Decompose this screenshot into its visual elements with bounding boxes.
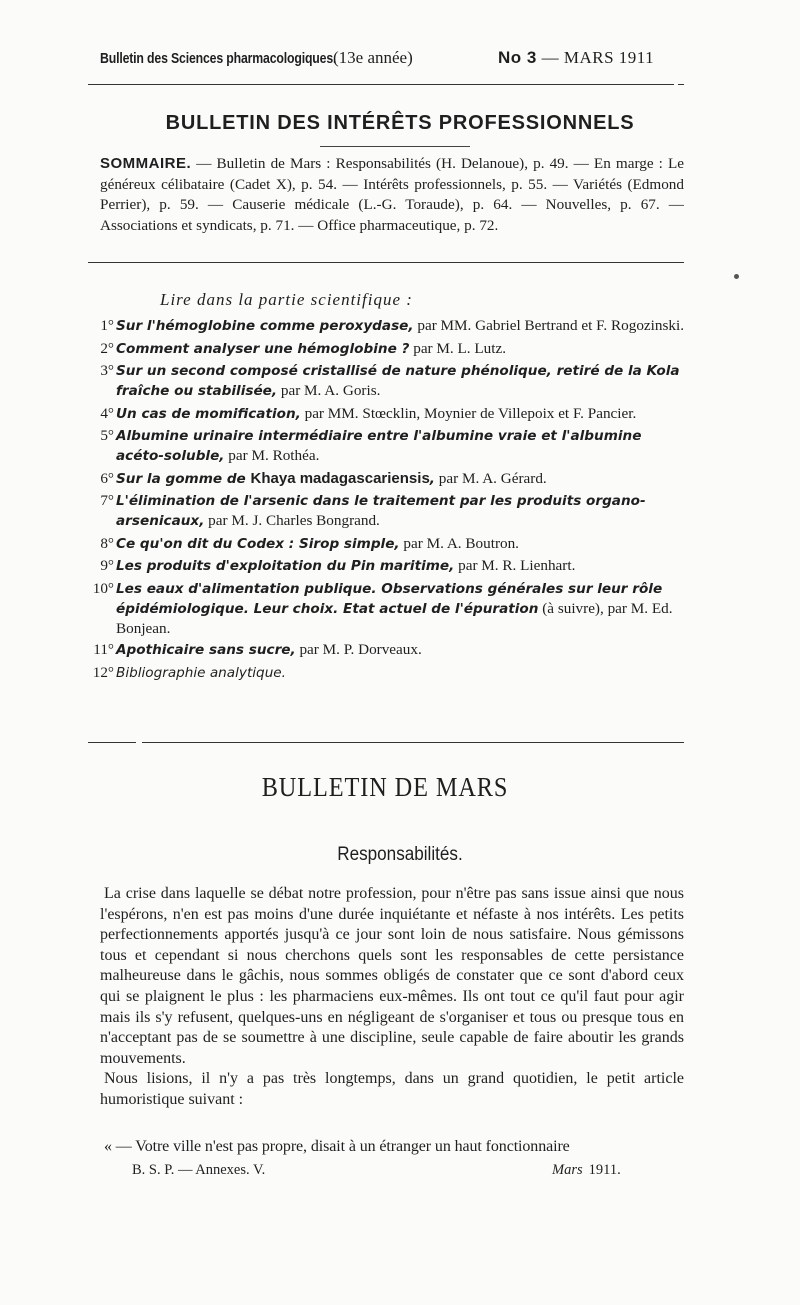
issue-number [498, 48, 654, 68]
item-number: 3° [100, 362, 114, 379]
paragraph: La crise dans laquelle se débat notre profession, pour n'être pas sans issue ainsi que nous l'espérons, n'en est pas moins d'une durée inquiétante et néfaste à nos intérêts. Les petits perfectionnements apportés jusqu'à ce jour sont loin de nous satisfaire. Nous gémissons tous et cependant si nous cherchons quels sont les responsables de cette persistance malheureuse dans le gâchis, nous sommes obligés de constater que ce sont d'abord ceux qui se plaignent le plus : les pharmaciens eux-mêmes. Ils ont tout ce qu'il faut pour agir mais ils s'y refusent, quelques-uns en négligeant de s'organiser et tous ou presque tous en n'acceptant pas de se soumettre à une discipline, seule capable de faire aboutir les grands mouvements. [100, 885, 684, 1067]
divider-long [142, 742, 684, 743]
sommaire-text: — Bulletin de Mars : Responsabilités (H. Delanoue), p. 49. — En marge : Le généreux célibataire (Cadet X), p. 54. — Intérêts professionnels, p. 55. — Variétés (Edmond Perrier), p. 59. — Causerie médicale (L.-G. Toraude), p. 64. — Nouvelles, p. 67. — Associations et syndicats, p. 71. — Office pharmaceutique, p. 72. [100, 155, 684, 234]
item-number: 10° [92, 579, 114, 597]
page-header [100, 48, 682, 74]
item-authors: par M. A. Goris. [277, 382, 381, 399]
item-number: 1° [100, 317, 114, 334]
article-body [100, 884, 684, 1111]
item-number: 12° [92, 663, 114, 681]
lire-heading: Lire dans la partie scientifique : [160, 290, 413, 309]
item-number: 8° [100, 534, 114, 552]
issue-date: — MARS 1911 [541, 48, 655, 67]
item-number: 9° [100, 557, 114, 574]
sommaire [100, 154, 684, 236]
list-item [86, 579, 684, 638]
list-item [86, 316, 684, 336]
list-item [86, 361, 684, 401]
divider-short [88, 742, 136, 743]
list-item [86, 404, 684, 424]
item-number: 7° [100, 492, 114, 509]
section-title: BULLETIN DES INTÉRÊTS PROFESSIONNELS [165, 112, 635, 134]
item-authors: par M. A. Gérard. [434, 469, 547, 487]
item-authors: par M. A. Boutron. [399, 534, 519, 552]
item-number: 11° [93, 641, 114, 658]
ink-spot [734, 274, 739, 279]
header-rule-dash [678, 84, 684, 85]
footer-right [552, 1162, 621, 1179]
section-divider [88, 262, 684, 263]
issue-no: No 3 [498, 48, 537, 67]
list-item [86, 426, 684, 466]
item-authors: par MM. Stœcklin, Moynier de Villepoix et F. Pancier. [300, 404, 637, 422]
journal-title: Bulletin des Sciences pharmacologiques. [100, 50, 337, 67]
list-item [86, 556, 684, 576]
item-title: Sur la gomme de [116, 470, 251, 487]
article-title: Responsabilités. [337, 844, 463, 865]
list-item [86, 663, 684, 683]
bulletin-title: BULLETIN DE MARS [261, 772, 509, 802]
item-title: Sur l'hémoglobine comme peroxydase, [116, 318, 414, 334]
page-footer [132, 1162, 652, 1179]
list-item [86, 534, 684, 554]
item-title: L'élimination de l'arsenic dans le traitement par les produits organo-arsenicaux, [116, 493, 646, 529]
list-item [86, 640, 684, 660]
item-title: Bibliographie analytique. [116, 664, 286, 681]
item-number: 5° [100, 427, 114, 444]
item-authors: par M. P. Dorveaux. [295, 641, 422, 658]
item-title: Apothicaire sans sucre, [116, 642, 296, 658]
item-title-end: , [429, 470, 435, 487]
item-title: Un cas de momification, [116, 405, 301, 422]
item-number: 6° [100, 469, 114, 487]
item-authors: par MM. Gabriel Bertrand et F. Rogozinski. [413, 317, 684, 334]
item-title: Sur un second composé cristallisé de nature phénolique, retiré de la Kola fraîche ou stabilisée, [116, 363, 680, 399]
item-authors: par M. L. Lutz. [409, 339, 507, 357]
footer-month: Mars [552, 1162, 583, 1178]
item-number: 2° [100, 339, 114, 357]
volume-year: (13e année) [333, 48, 413, 67]
list-item [86, 469, 684, 489]
footer-year: 1911. [588, 1162, 621, 1178]
item-title: Comment analyser une hémoglobine ? [116, 340, 410, 357]
footer-left: B. S. P. — Annexes. V. [132, 1162, 266, 1178]
item-title: Les produits d'exploitation du Pin maritime, [116, 558, 455, 574]
item-authors: par M. R. Lienhart. [454, 557, 576, 574]
paragraph: Nous lisions, il n'y a pas très longtemps, dans un grand quotidien, le petit article humoristique suivant : [100, 1070, 684, 1108]
item-title-species: Khaya madagascariensis [250, 469, 430, 487]
contents-list [86, 316, 684, 685]
list-item [86, 491, 684, 531]
item-title: Albumine urinaire intermédiaire entre l'albumine vraie et l'albumine acéto-soluble, [116, 428, 642, 464]
list-item [86, 339, 684, 359]
item-authors: par M. Rothéa. [224, 447, 320, 464]
header-rule [88, 84, 674, 85]
item-title: Ce qu'on dit du Codex : Sirop simple, [116, 535, 400, 552]
item-authors: (à suivre), par M. Ed. Bonjean. [116, 599, 673, 637]
title-underline [320, 146, 470, 147]
item-title: Les eaux d'alimentation publique. Observations générales sur leur rôle épidémiologique. Leur choix. Etat actuel de l'épuration [116, 580, 663, 617]
quote-line: « — Votre ville n'est pas propre, disait à un étranger un haut fonctionnaire [104, 1138, 570, 1155]
item-authors: par M. J. Charles Bongrand. [204, 512, 380, 529]
sommaire-label: SOMMAIRE. [100, 155, 192, 172]
item-number: 4° [100, 404, 114, 422]
